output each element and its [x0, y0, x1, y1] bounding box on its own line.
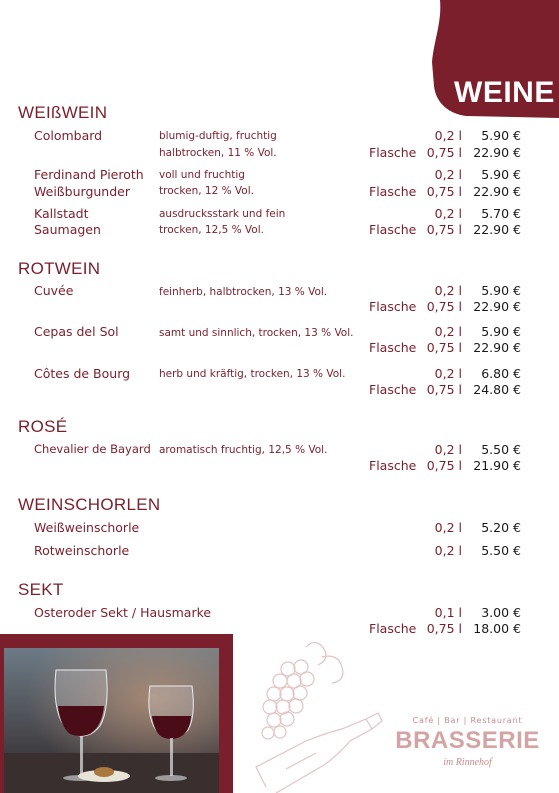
bottle-price: 22.90 € [473, 184, 521, 199]
wine-name: Kallstadt [34, 206, 89, 221]
glass-price: 5.20 € [481, 520, 521, 535]
glass-volume: 0,2 l [434, 366, 462, 381]
glass-price: 5.70 € [481, 206, 521, 221]
wine-description: aromatisch fruchtig, 12,5 % Vol. [159, 444, 328, 456]
wine-description: herb und kräftig, trocken, 13 % Vol. [159, 368, 346, 380]
bottle-price: 22.90 € [473, 299, 521, 314]
bottle-price: 22.90 € [473, 145, 521, 160]
glass-volume: 0,2 l [434, 520, 462, 535]
wine-description: ausdrucksstark und fein [159, 208, 286, 220]
logo-name: BRASSERIE [395, 727, 540, 754]
wine-name: Cuvée [34, 283, 74, 298]
wine-description: halbtrocken, 11 % Vol. [159, 147, 277, 159]
section-title-sekt: SEKT [18, 580, 64, 599]
wine-name: Côtes de Bourg [34, 366, 131, 381]
bottle-price: 22.90 € [473, 340, 521, 355]
section-title-rose: ROSÉ [18, 417, 68, 436]
grapes-bottle-illustration [246, 637, 386, 793]
wine-name: Chevalier de Bayard [34, 442, 151, 456]
wine-description: samt und sinnlich, trocken, 13 % Vol. [159, 327, 354, 339]
wine-description: trocken, 12 % Vol. [159, 185, 254, 197]
bottle-price: 21.90 € [473, 458, 521, 473]
glass-price: 5.50 € [481, 543, 521, 558]
glass-volume: 0,2 l [434, 167, 462, 182]
wine-description: blumig-duftig, fruchtig [159, 130, 277, 142]
bottle-label: Flasche [369, 382, 417, 397]
bottle-price: 24.80 € [473, 382, 521, 397]
brasserie-logo [395, 716, 540, 791]
bottle-volume: 0,75 l [426, 621, 462, 636]
glass-price: 5.90 € [481, 167, 521, 182]
wine-name: Cepas del Sol [34, 324, 119, 339]
section-title-rotwein: ROTWEIN [18, 259, 101, 278]
glass-volume: 0,2 l [434, 543, 462, 558]
bottle-label: Flasche [369, 340, 417, 355]
wine-name: Ferdinand Pieroth [34, 167, 144, 182]
glass-volume: 0,2 l [434, 128, 462, 143]
bottle-price: 22.90 € [473, 222, 521, 237]
bottle-label: Flasche [369, 145, 417, 160]
glass-volume: 0,2 l [434, 442, 462, 457]
wine-name: Saumagen [34, 222, 101, 237]
bottle-volume: 0,75 l [426, 382, 462, 397]
bottle-volume: 0,75 l [426, 222, 462, 237]
drink-name: Weißweinschorle [34, 520, 140, 535]
section-title-weinschorlen: WEINSCHORLEN [18, 495, 161, 514]
section-title-weisswein: WEIßWEIN [18, 103, 108, 122]
glass-price: 6.80 € [481, 366, 521, 381]
wine-photo-frame [0, 634, 233, 793]
glass-volume: 0,2 l [434, 206, 462, 221]
bottle-volume: 0,75 l [426, 299, 462, 314]
bottle-volume: 0,75 l [426, 458, 462, 473]
glass-price: 5.90 € [481, 324, 521, 339]
wine-description: trocken, 12,5 % Vol. [159, 224, 264, 236]
wine-description: feinherb, halbtrocken, 13 % Vol. [159, 286, 328, 298]
wine-description: voll und fruchtig [159, 169, 245, 181]
bottle-volume: 0,75 l [426, 340, 462, 355]
glass-price: 5.90 € [481, 283, 521, 298]
bottle-price: 18.00 € [473, 621, 521, 636]
glass-volume: 0,1 l [434, 605, 462, 620]
drink-name: Osteroder Sekt / Hausmarke [34, 605, 212, 620]
drink-name: Rotweinschorle [34, 543, 130, 558]
bottle-volume: 0,75 l [426, 184, 462, 199]
bottle-label: Flasche [369, 184, 417, 199]
bottle-label: Flasche [369, 621, 417, 636]
bottle-label: Flasche [369, 458, 417, 473]
logo-tagline: Café | Bar | Restaurant [412, 716, 523, 725]
glass-volume: 0,2 l [434, 283, 462, 298]
bottle-volume: 0,75 l [426, 145, 462, 160]
bottle-label: Flasche [369, 222, 417, 237]
glass-price: 3.00 € [481, 605, 521, 620]
glass-price: 5.50 € [481, 442, 521, 457]
wine-name: Weißburgunder [34, 184, 130, 199]
bottle-label: Flasche [369, 299, 417, 314]
glass-price: 5.90 € [481, 128, 521, 143]
wine-name: Colombard [34, 128, 103, 143]
glass-volume: 0,2 l [434, 324, 462, 339]
wine-glasses-photo [4, 648, 219, 793]
page-title: WEINE [454, 76, 555, 109]
logo-subtitle: im Rinnehof [443, 757, 492, 768]
